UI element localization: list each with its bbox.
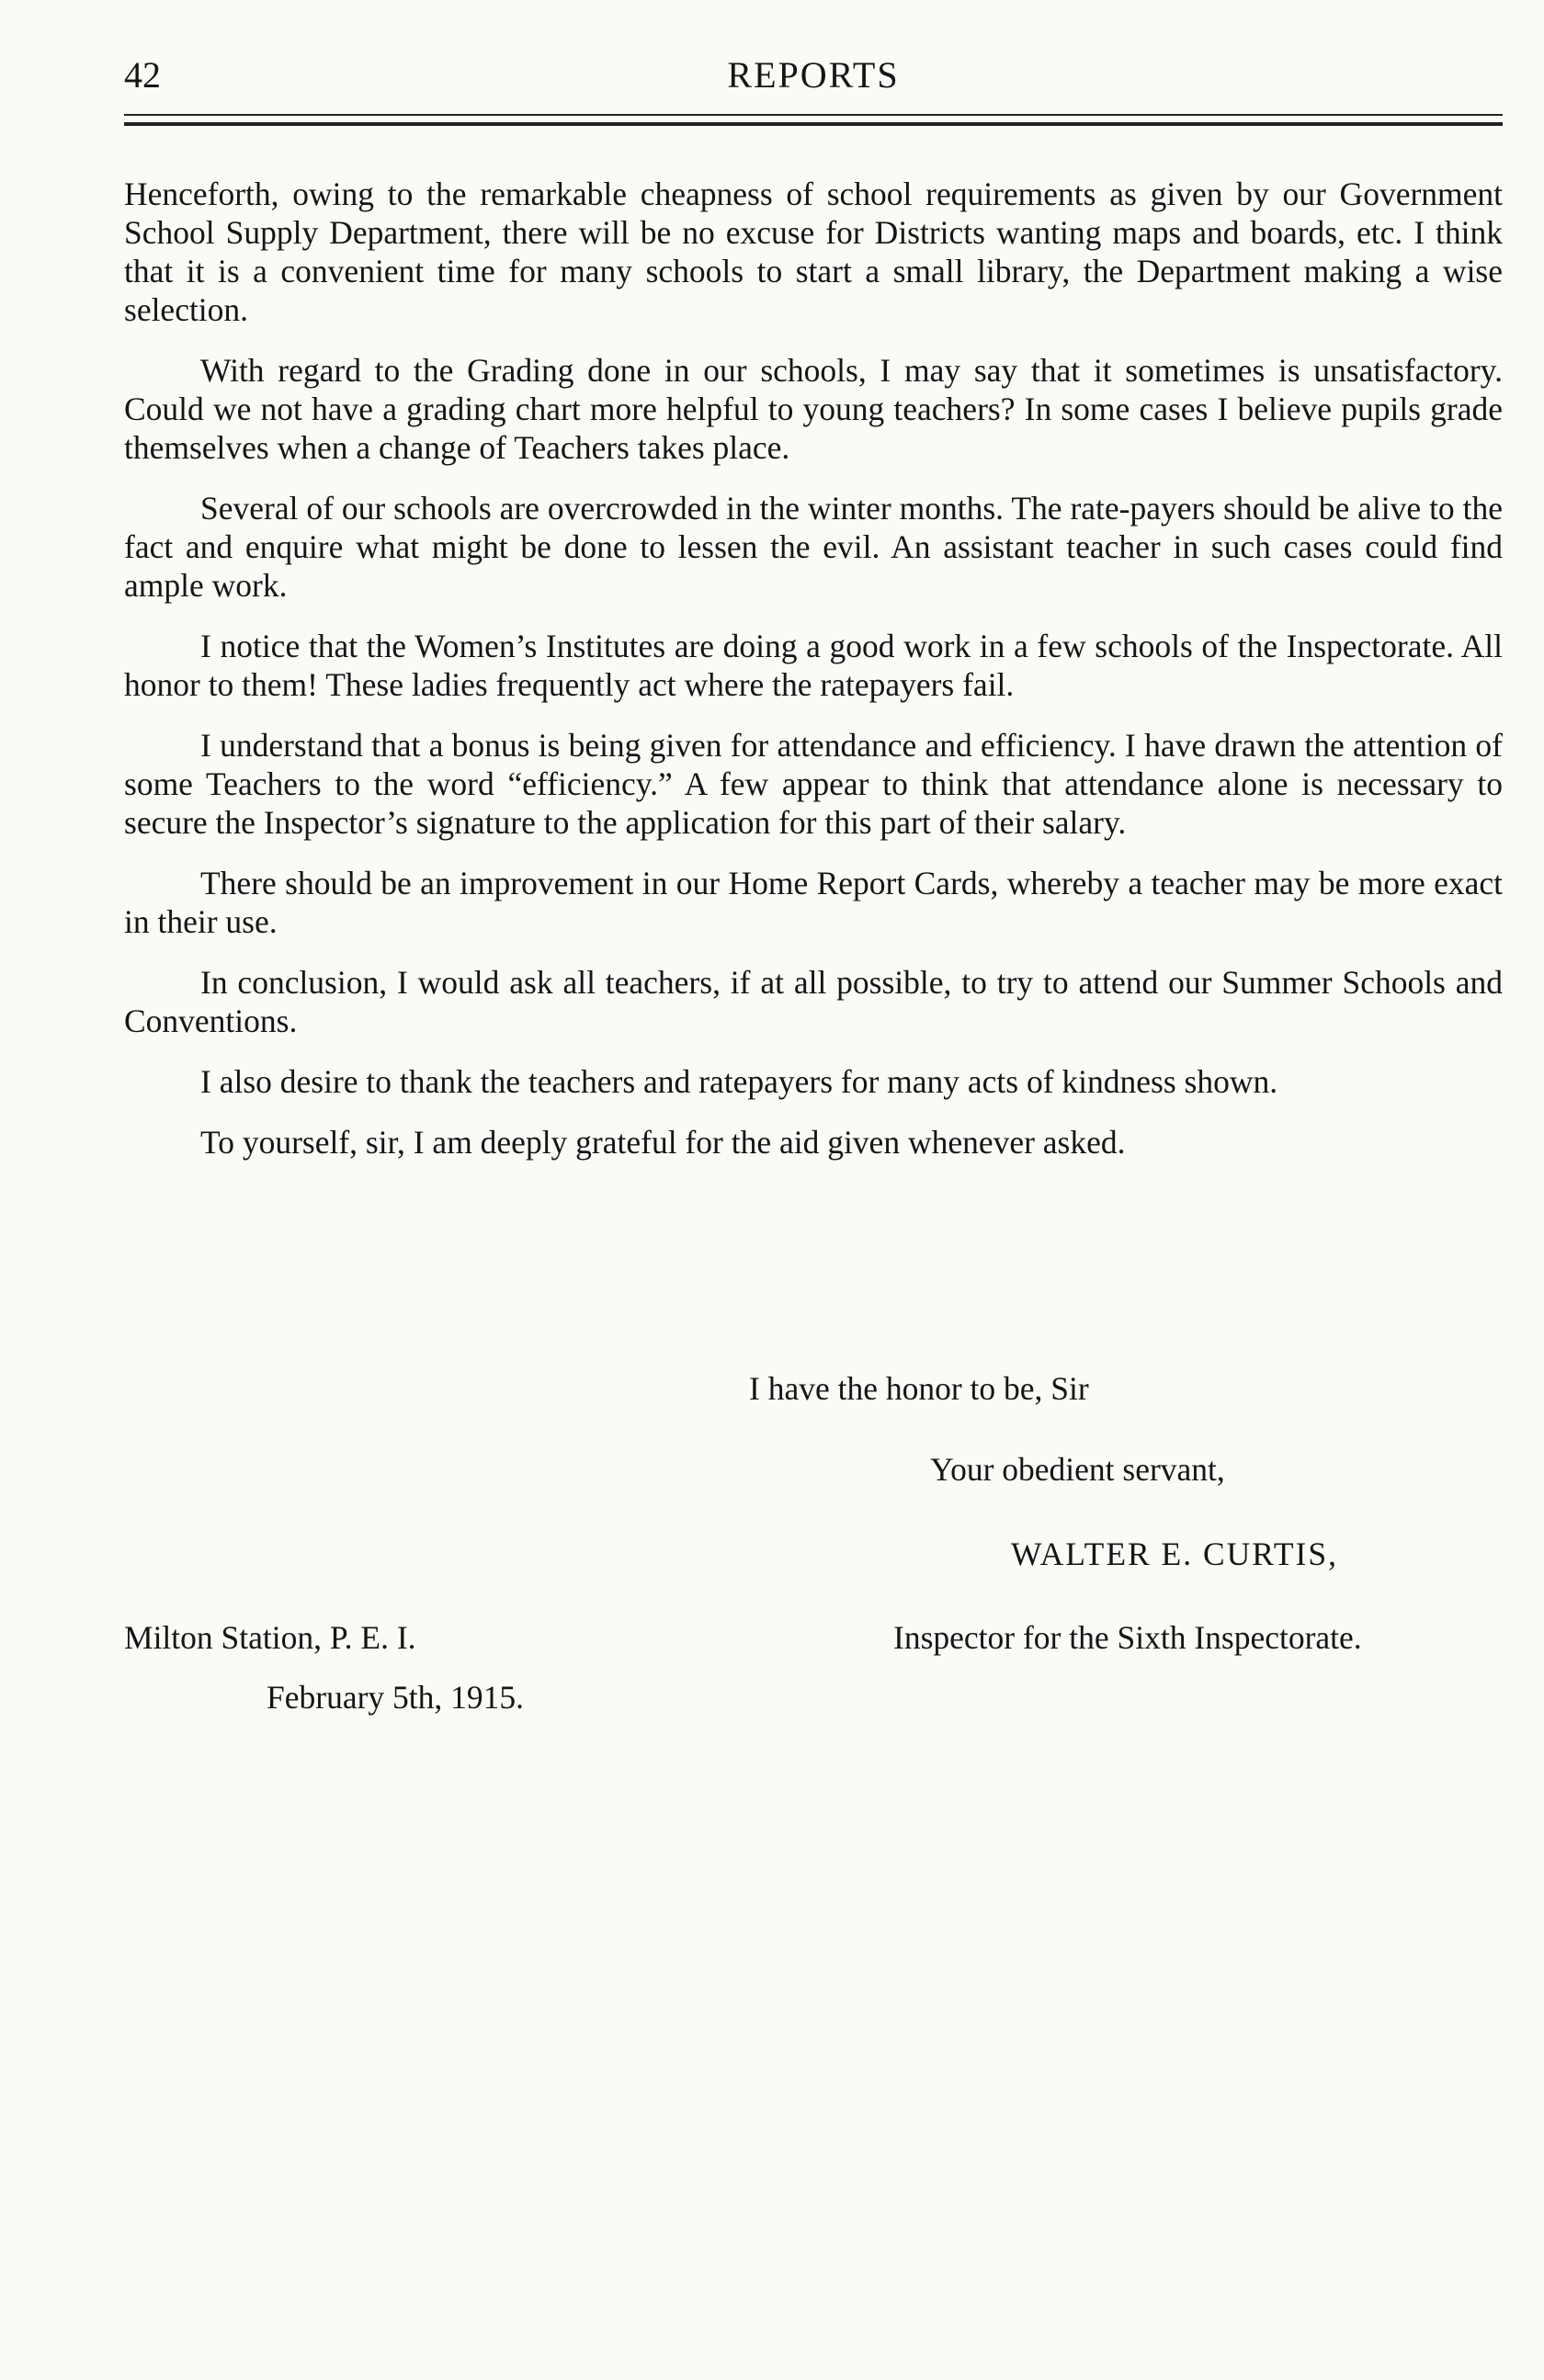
header-rule-thin xyxy=(124,114,1503,116)
running-head: REPORTS xyxy=(727,54,900,96)
date-line: February 5th, 1915. xyxy=(267,1679,525,1716)
paragraph: Henceforth, owing to the remarkable cheapness of school requirements as given by our Government School Supply Department, there will be no excuse for Districts wanting maps and boards, etc. I think that it is a convenient time for many schools to start a small library, the Department making a wise selection. xyxy=(124,176,1503,328)
signature-title: Inspector for the Sixth Inspectorate. xyxy=(893,1619,1362,1656)
paragraph: I notice that the Women’s Institutes are doing a good work in a few schools of the Inspectorate. All honor to them! These ladies frequently act where the ratepayers fail. xyxy=(124,628,1503,703)
paragraph: To yourself, sir, I am deeply grateful for the aid given whenever asked. xyxy=(200,1124,1126,1161)
header-rule-thick xyxy=(124,122,1503,126)
place-line: Milton Station, P. E. I. xyxy=(124,1619,416,1656)
paragraph: I understand that a bonus is being given for attendance and efficiency. I have drawn the attention of some Teachers to the word “efficiency.” A few appear to think that attendance alone is necessary to secure the Inspector’s signature to the application for this part of their salary. xyxy=(124,727,1503,841)
paragraph: There should be an improvement in our Home Report Cards, whereby a teacher may be more exact in their use. xyxy=(124,865,1503,940)
page-number: 42 xyxy=(124,54,161,96)
closing-honor: I have the honor to be, Sir xyxy=(749,1370,1089,1407)
page-header xyxy=(124,37,1503,110)
paragraph: Several of our schools are overcrowded in the winter months. The rate-payers should be alive to the fact and enquire what might be done to lessen the evil. An assistant teacher in such cases could find ample work. xyxy=(124,490,1503,604)
paragraph: In conclusion, I would ask all teachers, if at all possible, to try to attend our Summer Schools and Conventions. xyxy=(124,964,1503,1039)
closing-servant: Your obedient servant, xyxy=(930,1451,1225,1488)
paragraph: I also desire to thank the teachers and ratepayers for many acts of kindness shown. xyxy=(200,1063,1278,1100)
paragraph: With regard to the Grading done in our schools, I may say that it sometimes is unsatisfactory. Could we not have a grading chart more helpful to young teachers? In some cases I believe pupils grade themselves when a change of Teachers takes place. xyxy=(124,352,1503,466)
report-body xyxy=(124,175,1503,1184)
signature-name: WALTER E. CURTIS, xyxy=(1011,1536,1338,1572)
